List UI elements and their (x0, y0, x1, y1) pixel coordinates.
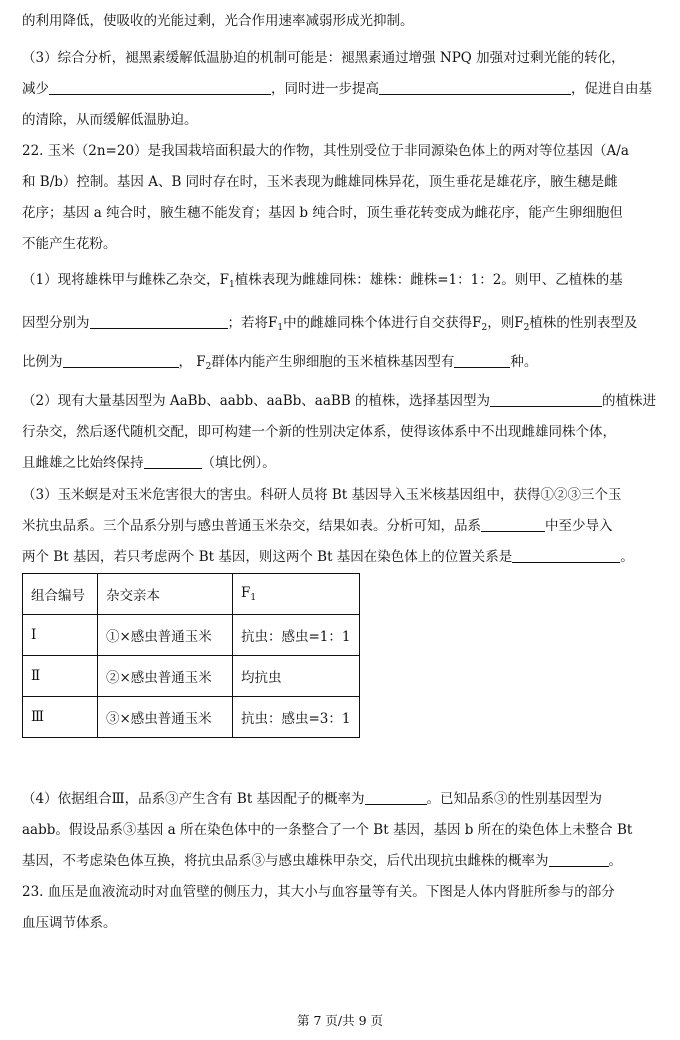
table-cell: ③×感虫普通玉米 (98, 697, 233, 738)
text-line: 因型分别为 ；若将$F_1$中的雌雄同株个体进行自交获得$F_2$，则$F_2$植株的性别表型及 (22, 315, 638, 333)
answer-blank (549, 851, 609, 867)
text-line: 减少 ，同时进一步提高 ，促进自由基 (22, 81, 652, 97)
text-line: 血压调节体系。 (22, 915, 117, 931)
table-cell: ②×感虫普通玉米 (98, 656, 233, 697)
text-line: 比例为 ， $F_2$群体内能产生卵细胞的玉米植株基因型有 种。 (22, 354, 538, 372)
answer-blank (365, 789, 427, 805)
table-cell: Ⅲ (23, 697, 98, 738)
question-23-intro: 23. 血压是血液流动时对血管壁的侧压力，其大小与血容量等有关。下图是人体内肾脏所参与的部分 (22, 884, 615, 900)
table-header: $F_1$ (233, 574, 360, 615)
text-line: 行杂交，然后逐代随机交配，即可构建一个新的性别决定体系，使得该体系中不出现雌雄同株个体， (22, 424, 616, 440)
table-cell: Ⅰ (23, 615, 98, 656)
text-line: 花序；基因 a 纯合时，腋生穗不能发育；基因 b 纯合时，顶生垂花转变成为雌花序，能产生卵细胞但 (22, 205, 623, 221)
question-22-intro: 22. 玉米（2n=20）是我国栽培面积最大的作物，其性别受位于非同源染色体上的两对等位基因（A/a (22, 143, 629, 159)
answer-blank (90, 313, 228, 329)
table-row (23, 697, 360, 738)
text-line: （3）综合分析，褪黑素缓解低温胁迫的机制可能是：褪黑素通过增强 NPQ 加强对过剩光能的转化， (22, 50, 625, 66)
answer-blank (144, 453, 202, 469)
table-header: 杂交亲本 (98, 574, 233, 615)
text-line: 和 B/b）控制。基因 A、B 同时存在时，玉米表现为雌雄同株异花，顶生垂花是雄花序，腋生穗是雌 (22, 174, 618, 190)
text-line: （1）现将雄株甲与雌株乙杂交，$F_1$植株表现为雌雄同株：雄株：雌株=1：1：2。则甲、乙植株的基 (22, 272, 623, 290)
table-header: 组合编号 (23, 574, 98, 615)
text-line: （3）玉米螟是对玉米危害很大的害虫。科研人员将 Bt 基因导入玉米核基因组中，获得①②③三个玉 (22, 487, 622, 503)
text-line: aabb。假设品系③基因 a 所在染色体中的一条整合了一个 Bt 基因，基因 b 所在的染色体上未整合 Bt (22, 822, 633, 838)
table-cell: 均抗虫 (233, 656, 360, 697)
table-row (23, 615, 360, 656)
answer-blank (490, 391, 602, 407)
text-line: 的清除，从而缓解低温胁迫。 (22, 112, 198, 128)
cross-results-table (22, 573, 360, 738)
answer-blank (454, 352, 510, 368)
text-line: 基因，不考虑染色体互换，将抗虫品系③与感虫雄株甲杂交，后代出现抗虫雌株的概率为 。 (22, 853, 622, 869)
table-header-row (23, 574, 360, 615)
table-cell: ①×感虫普通玉米 (98, 615, 233, 656)
answer-blank (481, 516, 545, 532)
text-line: 两个 Bt 基因，若只考虑两个 Bt 基因，则这两个 Bt 基因在染色体上的位置关系是 。 (22, 549, 634, 565)
text-line: （4）依据组合Ⅲ，品系③产生含有 Bt 基因配子的概率为 。已知品系③的性别基因型为 (22, 791, 603, 807)
table-row (23, 656, 360, 697)
answer-blank (49, 79, 271, 95)
answer-blank (63, 352, 179, 368)
text-line: 不能产生花粉。 (22, 236, 117, 252)
answer-blank (512, 547, 620, 563)
text-line: 的利用降低，使吸收的光能过剩，光合作用速率减弱形成光抑制。 (22, 13, 414, 29)
answer-blank (379, 79, 571, 95)
text-line: （2）现有大量基因型为 AaBb、aabb、aaBb、aaBB 的植株，选择基因型为 的植株进 (22, 393, 657, 409)
table-cell: Ⅱ (23, 656, 98, 697)
text-line: 米抗虫品系。三个品系分别与感虫普通玉米杂交，结果如表。分析可知，品系 中至少导入 (22, 518, 613, 534)
table-cell: 抗虫：感虫=1：1 (233, 615, 360, 656)
text-line: 且雌雄之比始终保持 （填比例）。 (22, 455, 276, 471)
table-cell: 抗虫：感虫=3：1 (233, 697, 360, 738)
page-footer: 第 7 页/共 9 页 (296, 1013, 383, 1028)
